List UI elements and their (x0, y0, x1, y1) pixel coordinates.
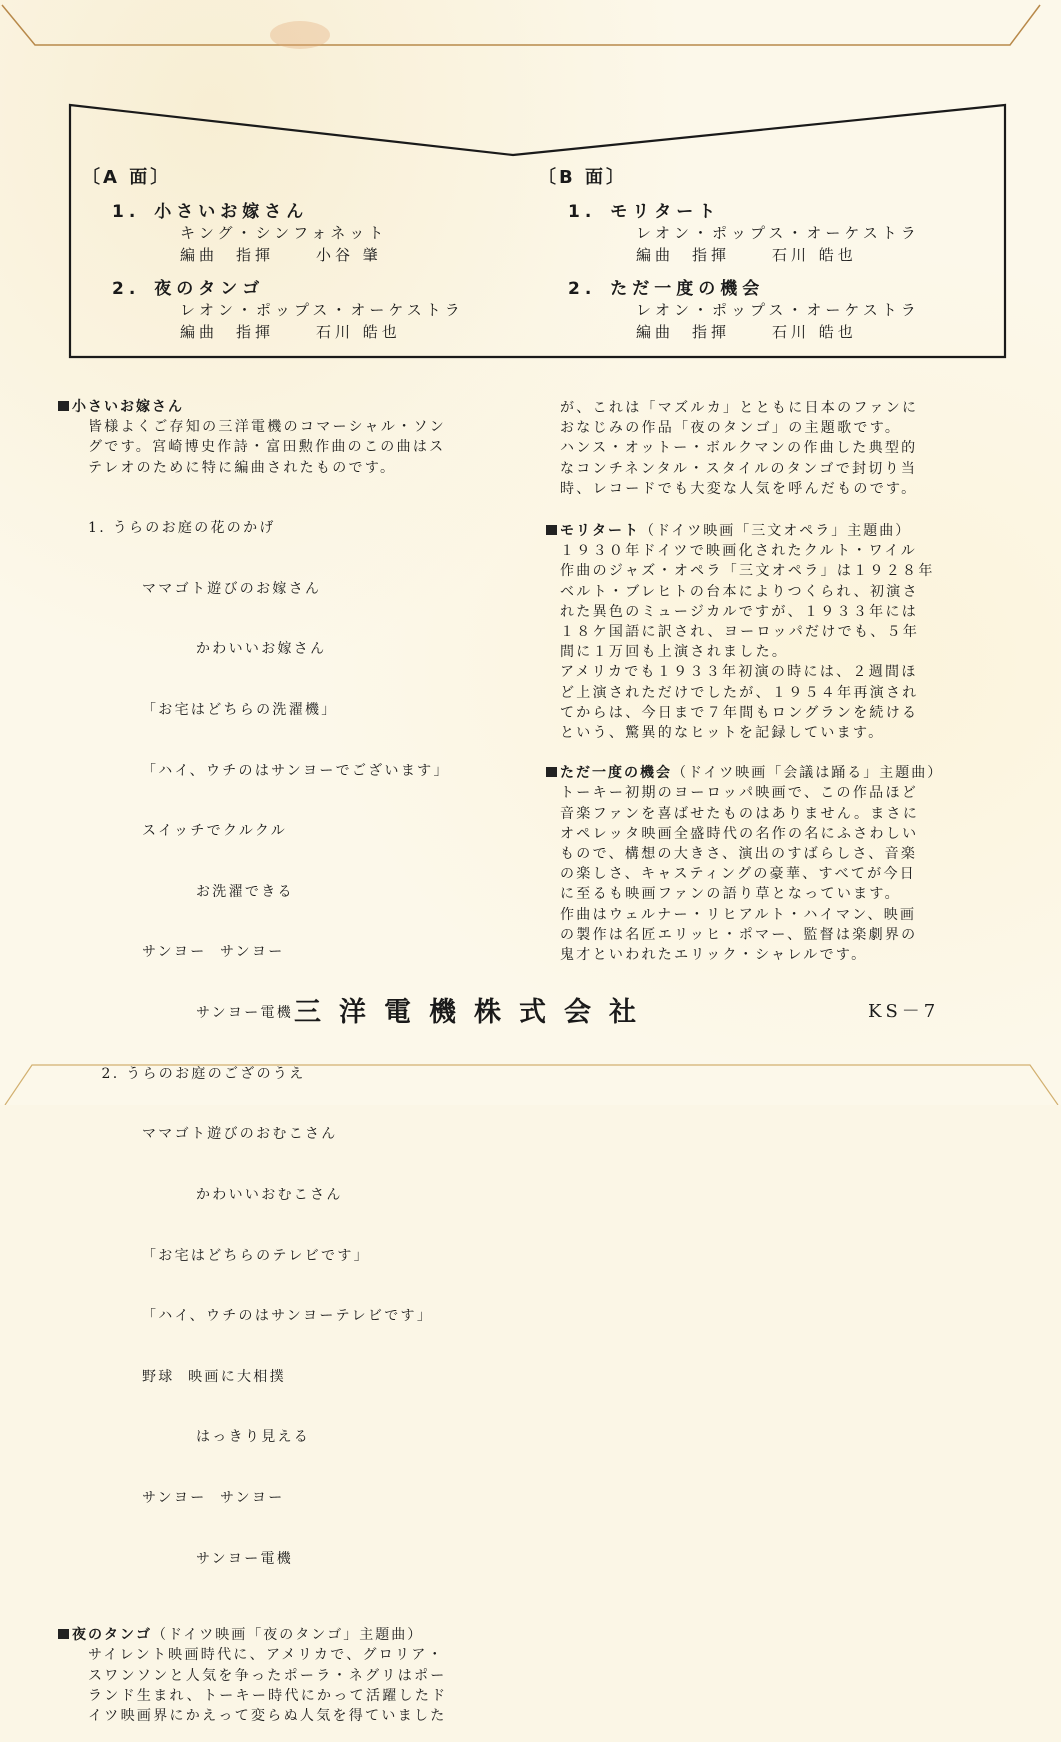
lyric-line: 「お宅はどちらのテレビです」 (88, 1247, 370, 1264)
track-performer: レオン・ポップス・オーケストラ (636, 301, 920, 319)
arranger-name: 石川 皓也 (772, 323, 857, 341)
track-a2 (82, 274, 464, 343)
lyric-line: 「ハイ、ウチのはサンヨーでございます」 (88, 762, 450, 779)
text-line: サイレント映画時代に、アメリカで、グロリア・ (88, 1647, 445, 1664)
lyric-line: お洗濯できる (88, 883, 294, 900)
text-line: れた異色のミュージカルですが、１９３３年には (560, 603, 919, 620)
text-line: ベルト・ブレヒトの台本によりつくられ、初演さ (560, 583, 919, 600)
text-line: １９３０年ドイツで映画化されたクルト・ワイル (560, 543, 918, 560)
text-line: アメリカでも１９３３年初演の時には、２週間ほ (560, 664, 918, 681)
side-a (82, 163, 464, 349)
lyric-line: かわいいおむこさん (88, 1186, 343, 1203)
note-heading: ただ一度の機会 (560, 765, 672, 782)
note-heading: モリタート (560, 523, 640, 540)
text-line: 皆様よくご存知の三洋電機のコマーシャル・ソン (88, 419, 447, 436)
arrangement-label: 編曲 (636, 246, 675, 264)
text-line: の楽しさ、キャスティングの豪華、すべてが今日 (560, 866, 917, 883)
catalog-number: KS－7 (868, 1001, 940, 1022)
conductor-label: 指揮 (236, 246, 275, 264)
lyric-line: 1. うらのお庭の花のかげ (88, 520, 276, 537)
text-line: に至るも映画ファンの語り草となっています。 (560, 886, 901, 903)
note-song2-continued (560, 398, 980, 499)
text-line: スワンソンと人気を争ったポーラ・ネグリはポー (88, 1667, 447, 1684)
text-line: ランド生まれ、トーキー時代にかって活躍したド (88, 1687, 448, 1704)
lyric-line: スイッチでクルクル (88, 823, 288, 840)
note-paragraph (72, 1645, 492, 1726)
text-line: てからは、今日まで７年間もロングランを続ける (560, 704, 919, 721)
lyric-line: サンヨー電機 (88, 1005, 294, 1022)
text-line: 音楽ファンを喜ばせたものはありません。まさに (560, 805, 920, 822)
text-line: 間に１万回も上演されました。 (560, 644, 789, 661)
note-heading: 小さいお嫁さん (72, 399, 184, 415)
track-performer: キング・シンフォネット (180, 224, 388, 242)
note-subheading: （ドイツ映画「三文オペラ」主題曲） (640, 523, 912, 540)
text-line: オペレッタ映画全盛時代の名作の名にふさわしい (560, 825, 919, 842)
track-b1 (538, 197, 920, 266)
note-paragraph (72, 417, 492, 478)
arrangement-label: 編曲 (180, 246, 219, 264)
square-bullet-icon (546, 767, 557, 777)
text-line: の製作は名匠エリッヒ・ポマー、監督は楽劇界の (560, 926, 918, 943)
note-paragraph (560, 783, 980, 965)
track-number: 2. (568, 279, 597, 299)
lyric-line: かわいいお嫁さん (88, 641, 327, 658)
arranger-name: 石川 皓也 (772, 246, 857, 264)
note-song4 (560, 763, 980, 965)
track-b2 (538, 274, 920, 343)
text-line: おなじみの作品「夜のタンゴ」の主題歌です。 (560, 420, 902, 437)
lyric-line: 2. うらのお庭のござのうえ (88, 1065, 306, 1082)
conductor-label: 指揮 (692, 323, 731, 341)
track-number: 1. (568, 202, 597, 222)
sleeve-bottom-flap (0, 1060, 1061, 1105)
track-number: 2. (112, 279, 141, 299)
lyric-line: サンヨー サンヨー (88, 944, 285, 961)
conductor-label: 指揮 (692, 246, 731, 264)
text-line: トーキー初期のヨーロッパ映画で、この作品ほど (560, 785, 919, 802)
arrangement-label: 編曲 (636, 323, 675, 341)
lyric-line: サンヨー電機 (88, 1550, 294, 1567)
lyric-line: 「ハイ、ウチのはサンヨーテレビです」 (88, 1308, 434, 1325)
track-title: ただ一度の機会 (610, 279, 765, 299)
square-bullet-icon (58, 401, 69, 411)
text-line: ど上演されただけでしたが、１９５４年再演され (560, 684, 919, 701)
text-line: 作曲はウェルナー・リヒアルト・ハイマン、映画 (560, 906, 917, 923)
text-line: 作曲のジャズ・オペラ「三文オペラ」は１９２８年 (560, 563, 935, 580)
text-line: ハンス・オットー・ボルクマンの作曲した典型的 (560, 440, 918, 457)
note-heading: 夜のタンゴ (72, 1627, 152, 1644)
text-line: が、これは「マズルカ」とともに日本のファンに (560, 400, 919, 416)
arrangement-label: 編曲 (180, 323, 219, 341)
side-b (538, 163, 920, 349)
note-song2 (72, 1625, 492, 1726)
company-name: 三洋電機株式会社 (294, 997, 654, 1028)
track-performer: レオン・ポップス・オーケストラ (180, 301, 464, 319)
note-subheading: （ドイツ映画「会議は踊る」主題曲） (672, 765, 944, 782)
text-line: という、驚異的なヒットを記録しています。 (560, 725, 885, 742)
track-number: 1. (112, 202, 141, 222)
text-line: 時、レコードでも大変な人気を呼んだものです。 (560, 480, 918, 497)
text-line: イツ映画界にかえって変らぬ人気を得ていました (88, 1708, 447, 1724)
lyric-line: ママゴト遊びのお嫁さん (88, 580, 322, 597)
conductor-label: 指揮 (236, 323, 275, 341)
lyric-line: サンヨー サンヨー (88, 1489, 285, 1506)
lyric-line: ママゴト遊びのおむこさん (88, 1126, 338, 1143)
arranger-name: 小谷 肇 (316, 246, 382, 264)
text-line: 鬼才といわれたエリック・シャレルです。 (560, 947, 868, 964)
text-line: なコンチネンタル・スタイルのタンゴで封切り当 (560, 460, 918, 477)
liner-notes-right (560, 398, 980, 981)
note-song3 (560, 521, 980, 743)
text-line: グです。宮崎博史作詩・富田勲作曲のこの曲はス (88, 439, 446, 456)
square-bullet-icon (58, 1629, 69, 1639)
lyric-line: はっきり見える (88, 1429, 311, 1446)
side-b-label: 〔B 面〕 (538, 167, 627, 188)
lyrics (72, 478, 492, 1609)
text-line: １８ケ国語に訳され、ヨーロッパだけでも、５年 (560, 624, 920, 641)
track-performer: レオン・ポップス・オーケストラ (636, 224, 920, 242)
note-subheading: （ドイツ映画「夜のタンゴ」主題曲） (152, 1627, 424, 1644)
track-title: 夜のタンゴ (154, 279, 265, 299)
track-title: モリタート (610, 202, 721, 222)
text-line: もので、構想の大きさ、演出のすばらしさ、音楽 (560, 846, 918, 863)
track-a1 (82, 197, 464, 266)
track-title: 小さいお嫁さん (154, 202, 309, 222)
text-line: テレオのために特に編曲されたものです。 (88, 459, 397, 476)
side-a-label: 〔A 面〕 (82, 167, 172, 188)
arranger-name: 石川 皓也 (316, 323, 401, 341)
lyric-line: 野球 映画に大相撲 (88, 1368, 286, 1385)
note-paragraph (560, 541, 980, 743)
lyric-line: 「お宅はどちらの洗濯機」 (88, 702, 338, 719)
square-bullet-icon (546, 525, 557, 535)
